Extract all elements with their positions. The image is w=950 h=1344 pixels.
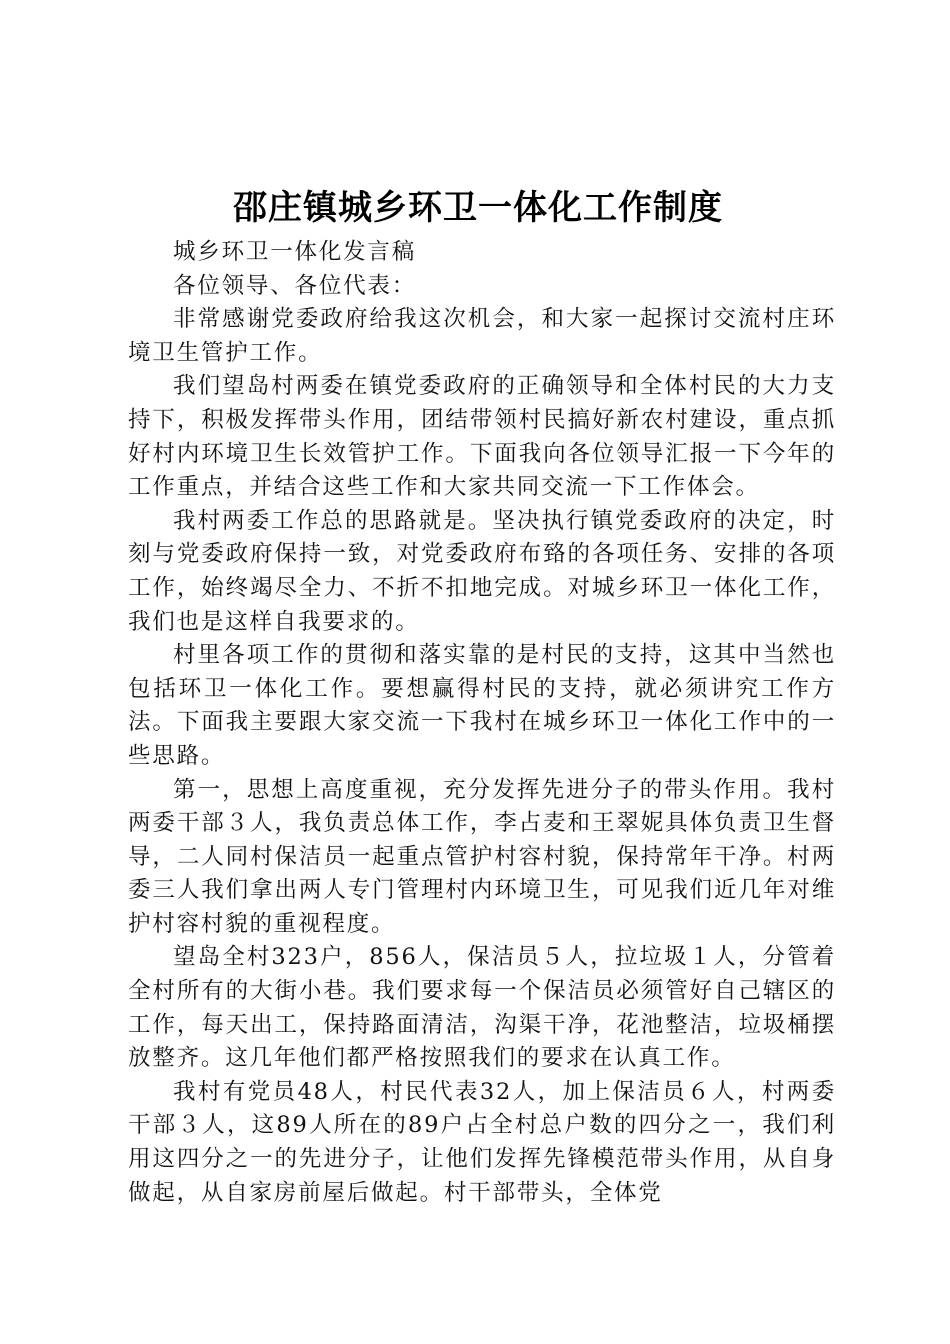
- paragraph-village-stats: 望岛全村323户，856人，保洁员５人，拉垃圾１人，分管着全村所有的大街小巷。我们要求每一个保洁员必须管好自己辖区的工作，每天出工，保持路面清洁，沟渠干净，花池整洁，垃圾桶摆放整齐。这几年他们都严格按照我们的要求在认真工作。: [128, 944, 836, 1072]
- paragraph-salutation: 各位领导、各位代表：: [173, 272, 417, 299]
- document-title: 邵庄镇城乡环卫一体化工作制度: [233, 188, 723, 228]
- paragraph-villager-support: 村里各项工作的贯彻和落实靠的是村民的支持，这其中当然也包括环卫一体化工作。要想赢得村民的支持，就必须讲究工作方法。下面我主要跟大家交流一下我村在城乡环卫一体化工作中的一些思路。: [128, 642, 836, 769]
- paragraph-point-one: 第一，思想上高度重视，充分发挥先进分子的带头作用。我村两委干部３人，我负责总体工作，李占麦和王翠妮具体负责卫生督导，二人同村保洁员一起重点管护村容村貌，保持常年干净。村两委三人我们拿出两人专门管理村内环境卫生，可见我们近几年对维护村容村貌的重视程度。: [128, 776, 836, 937]
- paragraph-work-approach: 我村两委工作总的思路就是。坚决执行镇党委政府的决定，时刻与党委政府保持一致，对党委政府布臵的各项任务、安排的各项工作，始终竭尽全力、不折不扣地完成。对城乡环卫一体化工作，我们也是这样自我要求的。: [128, 507, 836, 635]
- paragraph-speech-heading: 城乡环卫一体化发言稿: [173, 239, 417, 265]
- paragraph-introduction: 我们望岛村两委在镇党委政府的正确领导和全体村民的大力支持下，积极发挥带头作用，团结带领村民搞好新农村建设，重点抓好村内环境卫生长效管护工作。下面我向各位领导汇报一下今年的工作重点，并结合这些工作和大家共同交流一下工作体会。: [128, 373, 836, 501]
- paragraph-thanks: 非常感谢党委政府给我这次机会，和大家一起探讨交流村庄环境卫生管护工作。: [128, 306, 836, 366]
- document-body: [128, 236, 836, 1210]
- paragraph-party-members: 我村有党员48人，村民代表32人，加上保洁员６人，村两委干部３人，这89人所在的89户占全村总户数的四分之一，我们利用这四分之一的先进分子，让他们发挥先锋模范带头作用，从自身做起，从自家房前屋后做起。村干部带头，全体党: [128, 1078, 836, 1206]
